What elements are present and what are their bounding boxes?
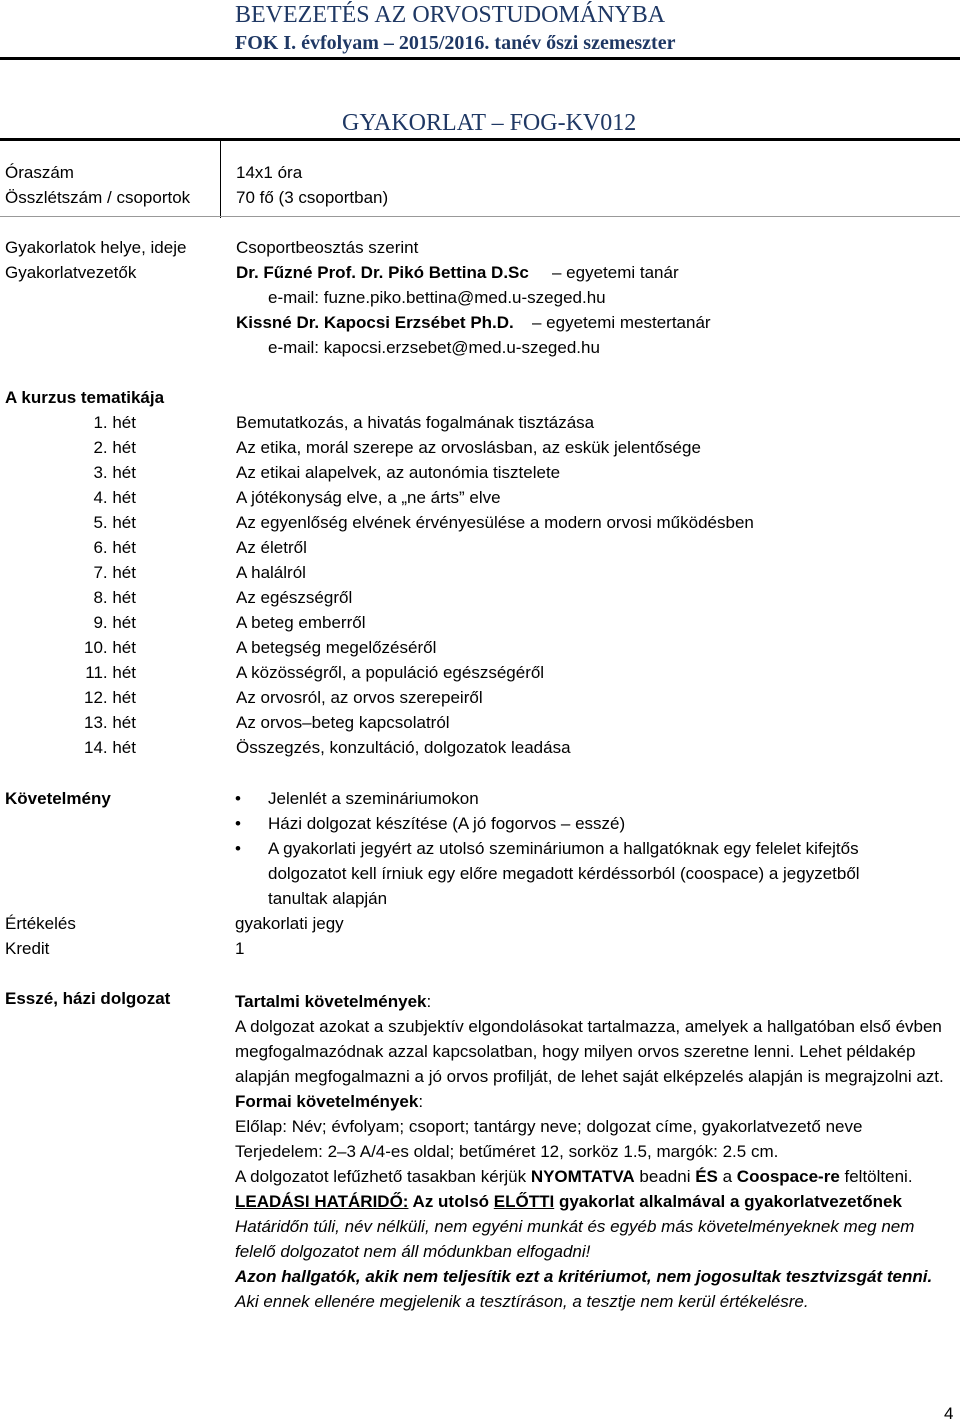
week-number: 11. hét <box>85 663 136 682</box>
kovetelmeny-label: Követelmény <box>5 789 111 808</box>
requirement-item: Jelenlét a szemináriumokon <box>268 789 479 808</box>
week-number: 14. hét <box>84 738 136 757</box>
helye-value: Csoportbeosztás szerint <box>236 238 419 257</box>
week-number: 12. hét <box>84 688 136 707</box>
week-topic: Az etikai alapelvek, az autonómia tisztelete <box>236 463 561 482</box>
week-number: 13. hét <box>84 713 136 732</box>
helye-label: Gyakorlatok helye, ideje <box>5 238 187 257</box>
requirement-item-cont: dolgozatot kell írniuk egy előre megadott kérdéssorból (coospace) a jegyzetből <box>268 864 860 883</box>
kredit-label: Kredit <box>5 939 50 958</box>
warning-text: Azon hallgatók, akik nem teljesítik ezt a kritériumot, nem jogosultak tesztvizsgát tenni. Aki ennek ellenére megjelenik a tesztíráson, a tesztje nem kerül értékelésre. <box>235 1267 933 1311</box>
elolap-text: Előlap: Név; évfolyam; csoport; tantárgy neve; dolgozat címe, gyakorlatvezető neve <box>235 1117 863 1136</box>
document-subtitle: FOK I. évfolyam – 2015/2016. tanév őszi szemeszter <box>235 32 676 54</box>
header-rule <box>0 57 960 60</box>
requirement-item: Házi dolgozat készítése (A jó fogorvos – esszé) <box>268 814 626 833</box>
vezetok-label: Gyakorlatvezetők <box>5 263 137 282</box>
terjedelem-text: Terjedelem: 2–3 A/4-es oldal; betűméret 12, sorköz 1.5, margók: 2.5 cm. <box>235 1142 779 1161</box>
leadas-text: A dolgozatot lefűzhető tasakban kérjük NYOMTATVA beadni ÉS a Coospace-re feltölteni. <box>235 1167 913 1186</box>
tartalmi-colon: : <box>426 992 432 1011</box>
leader2-name: Kissné Dr. Kapocsi Erzsébet Ph.D. <box>236 313 514 332</box>
week-number: 8. hét <box>93 588 136 607</box>
tartalmi-text: A dolgozat azokat a szubjektív elgondolásokat tartalmazza, amelyek a hallgatóban első évben megfogalmazódnak azzal kapcsolatban, hogy milyen orvos szeretne lenni. Lehet példakép alapján megfogalmazni a jó orvos profilját, de lehet saját elképzelés alapján is megrajzolni azt. <box>235 1017 944 1086</box>
hatarido-text: LEADÁSI HATÁRIDŐ: Az utolsó ELŐTTI gyakorlat alkalmával a gyakorlatvezetőnek <box>235 1192 902 1211</box>
essze-section <box>235 989 955 1314</box>
kredit-value: 1 <box>235 939 245 958</box>
bullet-icon: • <box>235 789 241 808</box>
ertekeles-value: gyakorlati jegy <box>235 914 344 933</box>
course-code-rule <box>0 138 960 141</box>
ertekeles-label: Értékelés <box>5 914 76 933</box>
week-topic: A közösségről, a populáció egészségéről <box>236 663 545 682</box>
week-number: 3. hét <box>93 463 136 482</box>
essze-label: Esszé, házi dolgozat <box>5 989 171 1008</box>
requirement-item-cont: tanultak alapján <box>268 889 388 908</box>
week-number: 4. hét <box>93 488 136 507</box>
week-number: 1. hét <box>93 413 136 432</box>
bullet-icon: • <box>235 839 241 858</box>
tartalmi-heading: Tartalmi követelmények <box>235 992 427 1011</box>
week-topic: Bemutatkozás, a hivatás fogalmának tisztázása <box>236 413 595 432</box>
formai-heading: Formai követelmények <box>235 1092 419 1111</box>
oraszam-label: Óraszám <box>5 163 74 182</box>
document-title: BEVEZETÉS AZ ORVOSTUDOMÁNYBA <box>235 2 666 28</box>
week-number: 6. hét <box>93 538 136 557</box>
osszletszam-label: Összlétszám / csoportok <box>5 188 191 207</box>
tematika-label: A kurzus tematikája <box>5 388 165 407</box>
week-number: 9. hét <box>93 613 136 632</box>
week-topic: Összegzés, konzultáció, dolgozatok leadása <box>236 738 571 757</box>
week-topic: A betegség megelőzéséről <box>236 638 437 657</box>
week-topic: Az életről <box>236 538 307 557</box>
leader1-email: e-mail: fuzne.piko.bettina@med.u-szeged.hu <box>268 288 606 307</box>
leader1-title: – egyetemi tanár <box>552 263 679 282</box>
hatarido-note: Határidőn túli, név nélküli, nem egyéni munkát és egyéb más követelményeknek meg nem felelő dolgozatot nem áll módunkban elfogadni! <box>235 1217 915 1261</box>
page-number: 4 <box>944 1404 954 1423</box>
week-number: 7. hét <box>93 563 136 582</box>
week-number: 10. hét <box>84 638 136 657</box>
week-topic: A halálról <box>236 563 306 582</box>
oraszam-value: 14x1 óra <box>236 163 303 182</box>
week-topic: Az orvosról, az orvos szerepeiről <box>236 688 483 707</box>
info-divider <box>220 138 221 218</box>
formai-colon: : <box>418 1092 424 1111</box>
osszletszam-value: 70 fő (3 csoportban) <box>236 188 389 207</box>
week-topic: Az egyenlőség elvének érvényesülése a modern orvosi működésben <box>236 513 754 532</box>
week-topic: A beteg emberről <box>236 613 366 632</box>
leader2-email: e-mail: kapocsi.erzsebet@med.u-szeged.hu <box>268 338 600 357</box>
leader1-name: Dr. Fűzné Prof. Dr. Pikó Bettina D.Sc <box>236 263 529 282</box>
week-topic: A jótékonyság elve, a „ne árts” elve <box>236 488 501 507</box>
info-rule <box>0 216 960 217</box>
week-topic: Az etika, morál szerepe az orvoslásban, az eskük jelentősége <box>236 438 701 457</box>
requirement-item: A gyakorlati jegyért az utolsó szemináriumon a hallgatóknak egy felelet kifejtős <box>268 839 859 858</box>
week-topic: Az orvos–beteg kapcsolatról <box>236 713 450 732</box>
week-number: 2. hét <box>93 438 136 457</box>
bullet-icon: • <box>235 814 241 833</box>
course-code-heading: GYAKORLAT – FOG-KV012 <box>342 110 637 136</box>
leader2-title: – egyetemi mestertanár <box>532 313 711 332</box>
week-number: 5. hét <box>93 513 136 532</box>
week-topic: Az egészségről <box>236 588 353 607</box>
